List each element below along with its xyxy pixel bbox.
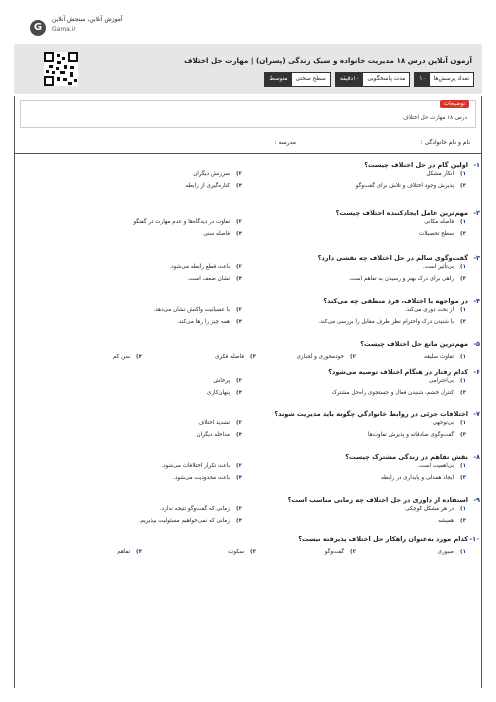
answer-option-2[interactable] [161,463,242,469]
option-text: مداخله دیگران [196,432,231,438]
option-number: ۳) [460,183,466,189]
option-number: ۲) [236,506,242,512]
question-text: مهم‌ترین عامل ایجادکننده اختلاف چیست؟ [335,209,468,217]
option-text: سن کم [112,354,131,360]
option-text: گفت‌وگوی صادقانه و پذیرش تفاوت‌ها [368,432,455,438]
question-text: اولین گام در حل اختلاف چیست؟ [364,161,468,169]
qr-module [62,57,65,60]
option-number: ۳) [250,354,256,360]
question-text: استفاده از داوری در حل اختلاف چه زمانی مناسب است؟ [287,496,468,504]
option-text: راهی برای درک بهتر و رسیدن به تفاهم است. [348,276,455,282]
qr-module [46,70,49,73]
qr-module [70,72,73,77]
answer-option-1[interactable] [438,549,466,555]
option-number: ۳) [250,549,256,555]
option-text: با عصبانیت واکنش نشان می‌دهد. [153,307,231,313]
option-text: زمانی که نمی‌خواهیم مسئولیت بپذیریم. [138,518,231,524]
qr-module [64,65,67,69]
answer-option-3[interactable] [332,390,466,396]
option-number: ۲) [236,378,242,384]
answer-option-2[interactable] [160,506,242,512]
option-number: ۴) [236,319,242,325]
option-text: فاصله سنی [203,231,231,237]
option-number: ۱) [460,463,466,469]
option-text: همه چیز را رها می‌کند. [177,319,231,325]
student-info [14,136,482,150]
option-number: ۲) [350,354,356,360]
answer-option-2[interactable] [133,219,242,225]
option-number: ۱) [460,307,466,313]
option-number: ۳) [460,276,466,282]
divider [14,153,482,154]
answer-option-3[interactable] [318,319,466,325]
qr-module [57,61,61,64]
option-number: ۴) [136,549,142,555]
option-number: ۱) [460,420,466,426]
question-number: ۸- [473,453,480,461]
qr-module [63,78,67,81]
option-text: خودمحوری و لجبازی [296,354,345,360]
option-text: سکوت [228,549,245,555]
option-number: ۱) [460,378,466,384]
name-label: نام و نام خانوادگی : [420,139,470,146]
answer-option-2[interactable] [198,420,242,426]
answer-option-3[interactable] [419,231,466,237]
qr-module [74,79,77,82]
answer-option-2[interactable] [325,549,356,555]
answer-option-3[interactable] [228,549,256,555]
brand-tagline: آموزش آنلاین، سنجش آنلاین [52,16,123,23]
option-text: نشان ضعف است. [187,276,231,282]
option-text: باعث قطع رابطه می‌شود. [169,264,231,270]
option-number: ۳) [460,231,466,237]
option-text: کنترل خشم، شنیدن فعال و جستجوی راه‌حل مشترک [331,390,455,396]
option-text: پذیرش وجود اختلاف و تلاش برای گفت‌وگو [355,183,455,189]
option-number: ۲) [236,171,242,177]
answer-option-2[interactable] [213,378,242,384]
question-text: کدام رفتار در هنگام اختلاف توصیه می‌شود؟ [328,368,468,376]
answer-option-3[interactable] [215,354,256,360]
question-number: ۵- [473,340,480,348]
option-number: ۲) [236,420,242,426]
option-text: تفاوت سلیقه [424,354,455,360]
question-text: کدام مورد به‌عنوان راهکار حل اختلاف پذیرفته نیست؟ [298,535,468,543]
answer-option-2[interactable] [153,307,242,313]
description-text: درس ۱۸ مهارت حل اختلاف [403,115,467,121]
answer-option-1[interactable] [405,307,466,313]
answer-option-4[interactable] [185,183,242,189]
option-text: بی‌توجهی [432,420,455,426]
option-number: ۱) [460,506,466,512]
option-number: ۴) [236,231,242,237]
option-text: بی‌احترامی [428,378,455,384]
meta-value: ۱۰ [415,73,429,86]
question-number: ۴- [473,297,480,305]
description-box [20,100,476,128]
option-number: ۴) [236,390,242,396]
meta-label: تعداد پرسش‌ها [430,73,473,86]
answer-option-4[interactable] [117,549,142,555]
option-text: سرزنش دیگران [193,171,231,177]
meta-value: ۱۰دقیقه [336,73,363,86]
option-text: با شنیدن درک واحترام نظر طرف مقابل را بررسی می‌کند. [318,319,455,325]
qr-module [70,66,74,69]
meta-label: مدت پاسخگویی [363,73,409,86]
option-text: گفت‌وگو [324,549,345,555]
option-number: ۴) [236,183,242,189]
option-text: سطح تحصیلات [419,231,455,237]
meta-difficulty [264,72,331,87]
option-text: پنهان‌کاری [206,390,231,396]
meta-question-count [414,72,474,87]
option-number: ۴) [236,276,242,282]
question-number: ۱- [473,161,480,169]
answer-option-4[interactable] [139,518,242,524]
qr-module [57,77,60,81]
option-number: ۲) [236,463,242,469]
option-number: ۱) [460,354,466,360]
exam-meta [264,72,474,87]
description-tag: توضیحات [440,100,469,108]
question-number: ۶- [473,368,480,376]
question-text: نقش تفاهم در زندگی مشترک چیست؟ [345,453,468,461]
question-number: ۹- [473,496,480,504]
option-text: تشدید اختلاف [198,420,231,426]
brand-site: Gama.ir [52,26,76,33]
answer-option-1[interactable] [405,506,466,512]
answer-option-2[interactable] [193,171,242,177]
answer-option-3[interactable] [368,432,466,438]
answer-option-1[interactable] [426,171,466,177]
option-number: ۲) [350,549,356,555]
option-number: ۴) [136,354,142,360]
option-text: تفاهم [117,549,131,555]
option-number: ۲) [236,219,242,225]
option-text: پرخاش [213,378,231,384]
answer-option-1[interactable] [424,354,466,360]
option-text: در هر مشکل کوچکی [405,506,455,512]
answer-option-2[interactable] [297,354,356,360]
option-text: باعث محدودیت می‌شود. [173,475,231,481]
option-text: فاصله فکری [215,354,245,360]
answer-option-3[interactable] [356,183,466,189]
option-text: بی‌اهمیت است. [417,463,455,469]
answer-option-4[interactable] [207,390,242,396]
answer-option-4[interactable] [187,276,242,282]
qr-code-icon [44,52,78,86]
answer-option-1[interactable] [429,378,466,384]
question-number: ۳- [473,254,480,262]
question-text: در مواجهه با اختلاف، فرد منطقی چه می‌کند؟ [323,297,468,305]
option-number: ۱) [460,171,466,177]
qr-module [56,67,59,70]
question-text: گفت‌وگوی سالم در حل اختلاف چه نقشی دارد؟ [317,254,468,262]
answer-option-2[interactable] [169,264,242,270]
question-number: ۲- [473,209,480,217]
answer-option-1[interactable] [418,463,466,469]
option-text: بی‌تأثیر است. [422,264,455,270]
option-text: از بحث دوری می‌کند. [404,307,455,313]
option-number: ۲) [236,307,242,313]
answer-option-1[interactable] [423,264,466,270]
qr-module [52,71,55,74]
qr-module [57,54,60,57]
meta-value: متوسط [265,73,291,86]
option-text: باعث تکرار اختلافات می‌شود. [161,463,231,469]
option-number: ۳) [460,432,466,438]
exam-title: آزمون آنلاین درس ۱۸ مدیریت خانواده و سبک زندگی (پسران) | مهارت حل اختلاف [184,56,472,65]
gama-logo-icon: G [30,20,46,36]
answer-option-1[interactable] [433,420,466,426]
answer-option-4[interactable] [173,475,242,481]
option-number: ۳) [460,518,466,524]
option-number: ۳) [460,319,466,325]
option-number: ۳) [460,475,466,481]
question-number: ۷- [473,410,480,418]
option-number: ۱) [460,264,466,270]
option-text: کناره‌گیری از رابطه [185,183,231,189]
answer-option-3[interactable] [438,518,466,524]
option-number: ۱) [460,219,466,225]
question-text: اختلافات جزئی در روابط خانوادگی چگونه باید مدیریت شوند؟ [274,410,468,418]
exam-header [14,44,482,94]
qr-module [44,52,54,62]
option-number: ۱) [460,549,466,555]
exam-page [14,8,482,688]
qr-module [44,76,54,86]
option-number: ۴) [236,475,242,481]
option-number: ۴) [236,518,242,524]
answer-option-1[interactable] [424,219,466,225]
option-text: زمانی که گفت‌وگو نتیجه ندارد. [159,506,231,512]
question-text: مهم‌ترین مانع حل اختلاف چیست؟ [360,340,468,348]
answer-option-4[interactable] [177,319,242,325]
option-number: ۴) [236,432,242,438]
question-number: ۱۰- [469,535,480,543]
option-text: صبوری [437,549,455,555]
answer-option-3[interactable] [381,475,466,481]
qr-module [60,71,65,74]
option-text: انکار مشکل [426,171,455,177]
school-label: مدرسه : [274,139,296,146]
option-text: فاصله مکانی [424,219,455,225]
answer-option-4[interactable] [203,231,242,237]
qr-module [49,65,53,68]
option-text: همیشه [438,518,455,524]
answer-option-4[interactable] [197,432,242,438]
answer-option-3[interactable] [349,276,466,282]
option-text: تفاوت در دیدگاه‌ها و عدم مهارت در گفتگو [133,219,231,225]
option-text: ایجاد همدلی و پایداری در رابطه [381,475,455,481]
qr-module [68,52,78,62]
qr-module [68,82,72,85]
option-number: ۲) [236,264,242,270]
answer-option-4[interactable] [113,354,142,360]
meta-duration [335,72,410,87]
option-number: ۳) [460,390,466,396]
meta-label: سطح سختی [292,73,330,86]
